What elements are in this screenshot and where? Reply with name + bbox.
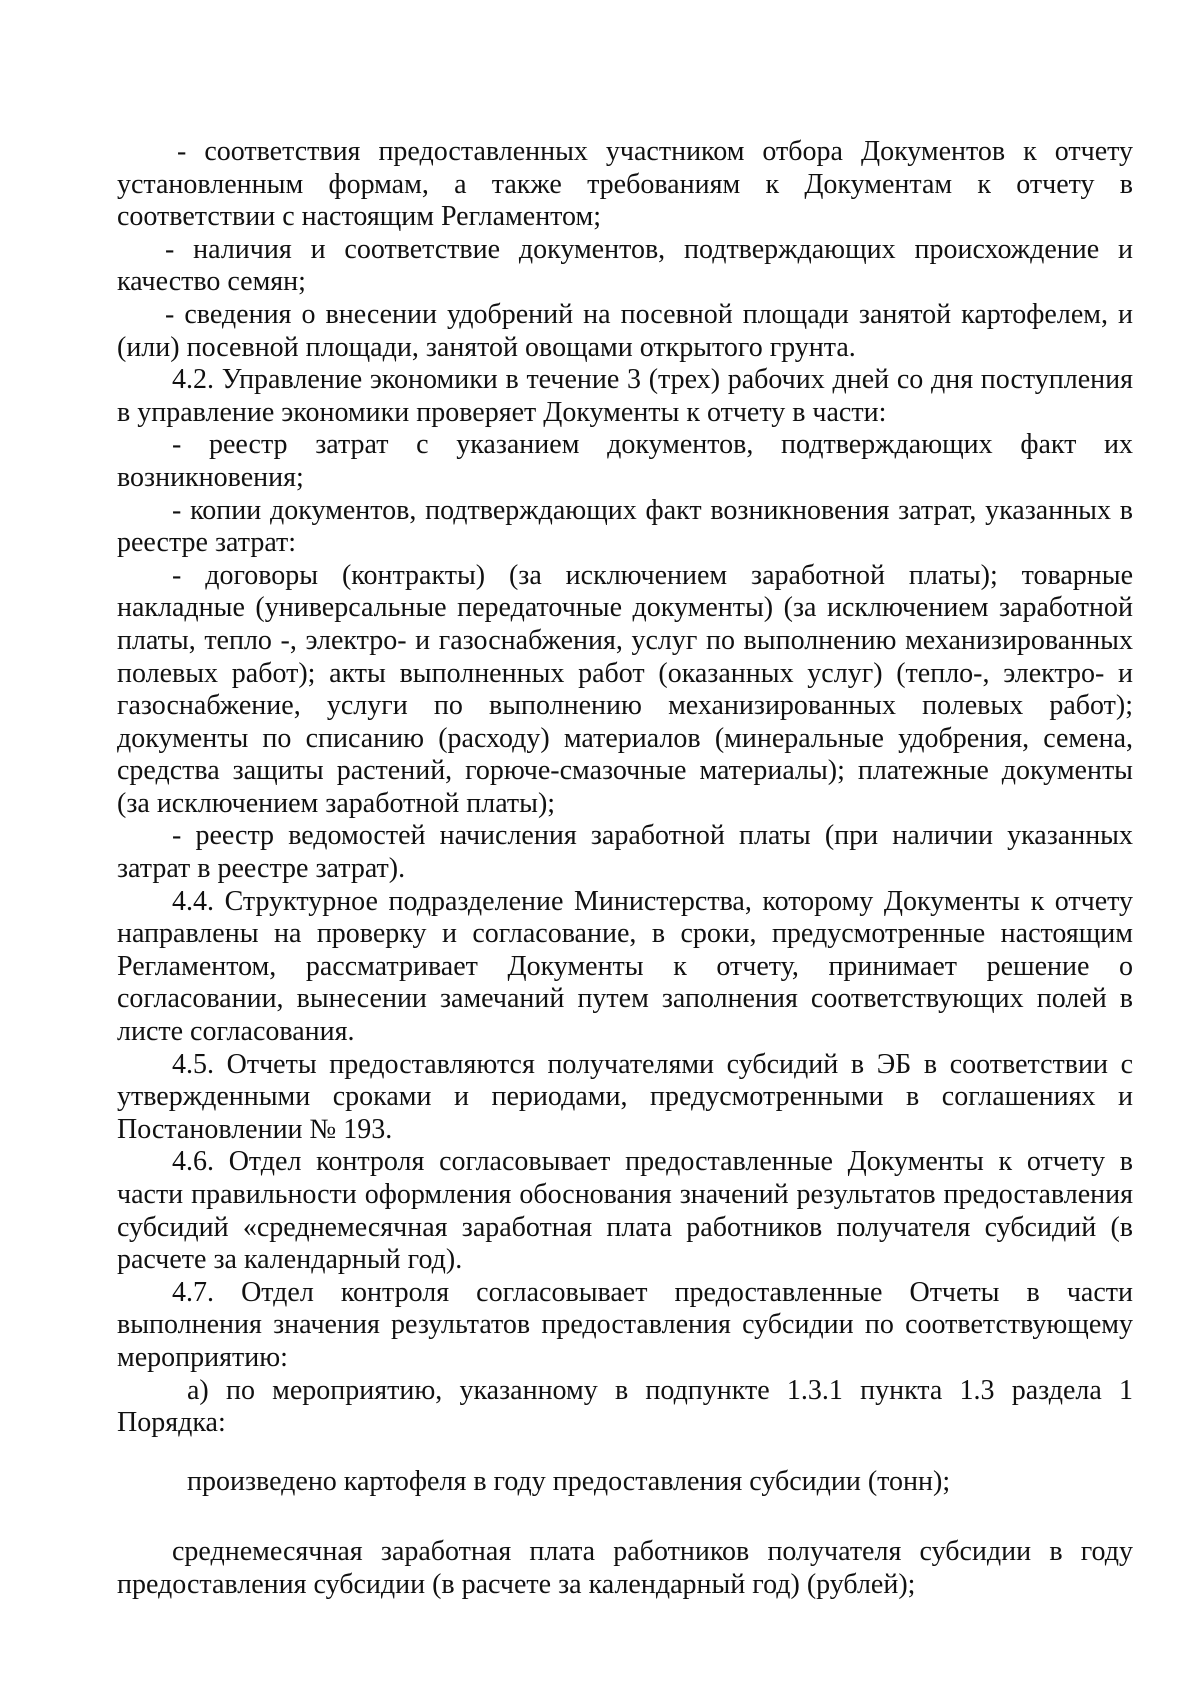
paragraph-subitem-a: а) по мероприятию, указанному в подпункте 1.3.1 пункта 1.3 раздела 1 Порядка: <box>117 1374 1133 1439</box>
paragraph-document-copies: - копии документов, подтверждающих факт возникновения затрат, указанных в реестре затрат: <box>117 494 1133 559</box>
paragraph-section-4-5: 4.5. Отчеты предоставляются получателями субсидий в ЭБ в соответствии с утвержденными сроками и периодами, предусмотренными в соглашениях и Постановлении № 193. <box>117 1048 1133 1145</box>
paragraph-average-salary: среднемесячная заработная плата работников получателя субсидии в году предоставления субсидии (в расчете за календарный год) (рублей); <box>117 1536 1133 1600</box>
paragraph-contracts-list: - договоры (контракты) (за исключением заработной платы); товарные накладные (универсальные передаточные документы) (за исключением заработной платы, тепло -, электро- и газоснабжения, услуг по выполнению механизированных полевых работ); акты выполненных работ (оказанных услуг) (тепло-, электро- и газоснабжение, услуги по выполнению механизированных полевых работ); документы по списанию (расходу) материалов (минеральные удобрения, семена, средства защиты растений, горюче-смазочные материалы); платежные документы (за исключением заработной платы); <box>117 559 1133 819</box>
paragraph-payroll-register: - реестр ведомостей начисления заработной платы (при наличии указанных затрат в реестре затрат). <box>117 820 1133 885</box>
paragraph-seed-documents: - наличия и соответствие документов, подтверждающих происхождение и качество семян; <box>117 233 1133 298</box>
paragraph-section-4-7: 4.7. Отдел контроля согласовывает предоставленные Отчеты в части выполнения значения результатов предоставления субсидии по соответствующему мероприятию: <box>117 1276 1133 1373</box>
paragraph-section-4-2: 4.2. Управление экономики в течение 3 (трех) рабочих дней со дня поступления в управление экономики проверяет Документы к отчету в части: <box>117 364 1133 428</box>
paragraph-section-4-4: 4.4. Структурное подразделение Министерства, которому Документы к отчету направлены на проверку и согласование, в сроки, предусмотренные настоящим Регламентом, рассматривает Документы к отчету, принимает решение о согласовании, вынесении замечаний путем заполнения соответствующих полей в листе согласования. <box>117 885 1133 1048</box>
paragraph-cost-register: - реестр затрат с указанием документов, подтверждающих факт их возникновения; <box>117 429 1133 493</box>
paragraph-fertilizer-info: - сведения о внесении удобрений на посевной площади занятой картофелем, и (или) посевной площади, занятой овощами открытого грунта. <box>117 298 1133 363</box>
document-body <box>117 136 1133 1602</box>
paragraph-section-4-6: 4.6. Отдел контроля согласовывает предоставленные Документы к отчету в части правильности оформления обоснования значений результатов предоставления субсидий «среднемесячная заработная плата работников получателя субсидий (в расчете за календарный год). <box>117 1146 1133 1276</box>
paragraph-potato-produced: произведено картофеля в году предоставления субсидии (тонн); <box>187 1465 951 1497</box>
paragraph-compliance-forms: - соответствия предоставленных участником отбора Документов к отчету установленным формам, а также требованиям к Документам к отчету в соответствии с настоящим Регламентом; <box>117 136 1133 233</box>
